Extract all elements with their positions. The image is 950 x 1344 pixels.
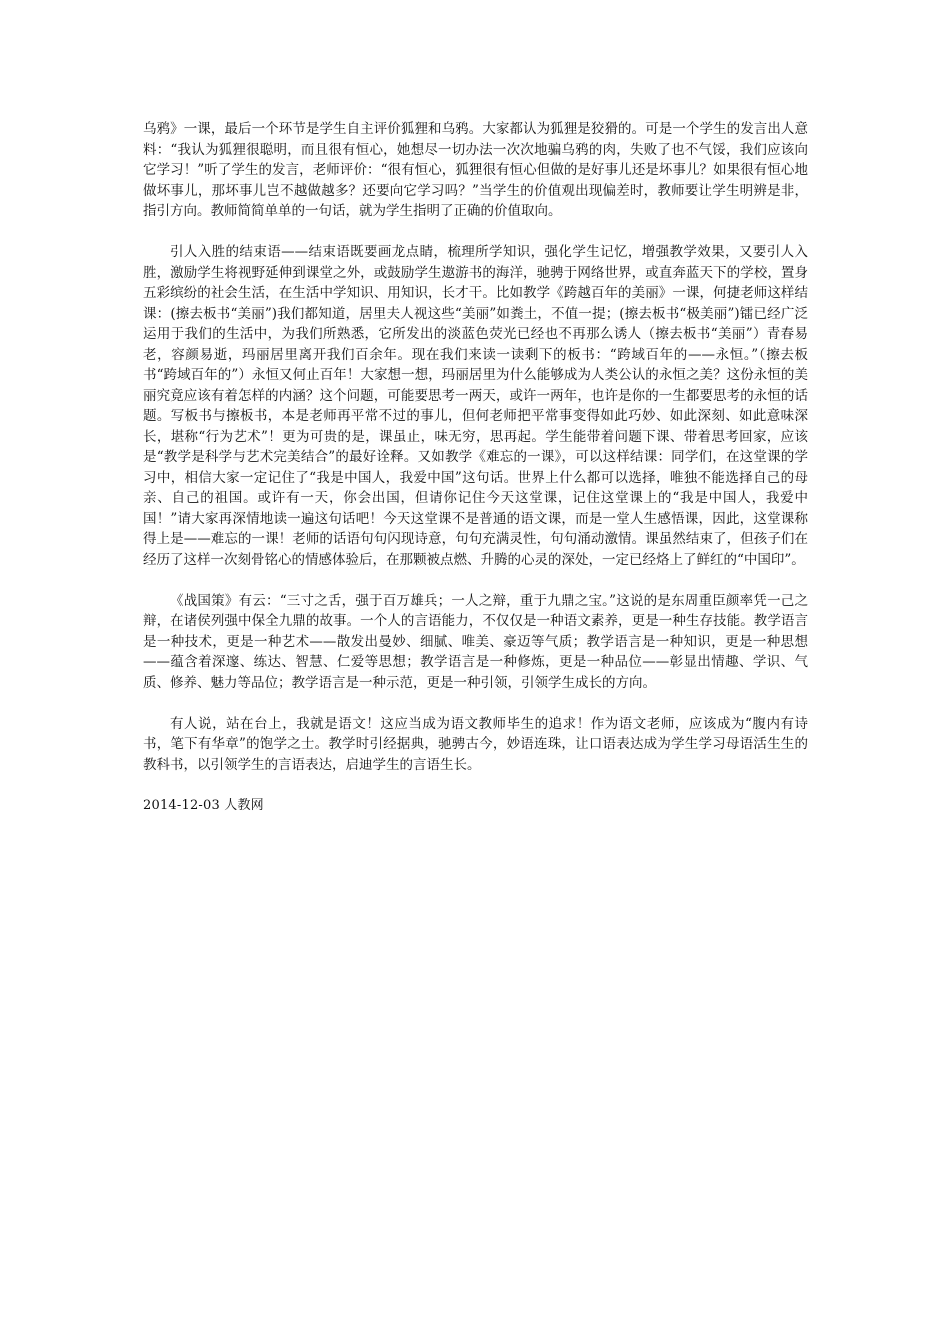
paragraph-2: 引人入胜的结束语——结束语既要画龙点睛，梳理所学知识，强化学生记忆，增强教学效果，又要引人入胜，激励学生将视野延伸到课堂之外，或鼓励学生遨游书的海洋，驰骋于网络世界，或直奔蓝天下的学校，置身五彩缤纷的社会生活，在生活中学知识、用知识，长才干。比如教学《跨越百年的美丽》一课，何捷老师这样结课：(擦去板书“美丽”)我们都知道，居里夫人视这些“美丽”如粪土，不值一提；(擦去板书“极美丽”)镭已经广泛运用于我们的生活中，为我们所熟悉，它所发出的淡蓝色荧光已经也不再那么诱人（擦去板书“美丽”）青春易老，容颜易逝，玛丽居里离开我们百余年。现在我们来读一读剩下的板书：“跨域百年的——永恒。”（擦去板书“跨域百年的”）永恒又何止百年！大家想一想，玛丽居里为什么能够成为人类公认的永恒之美？这份永恒的美丽究竟应该有着怎样的内涵？这个问题，可能要思考一两天，或许一两年，也许是你的一生都要思考的永恒的话题。写板书与擦板书，本是老师再平常不过的事儿，但何老师把平常事变得如此巧妙、如此深刻、如此意味深长，堪称“行为艺术”！更为可贵的是，课虽止，味无穷，思再起。学生能带着问题下课、带着思考回家，应该是“教学是科学与艺术完美结合”的最好诠释。又如教学《难忘的一课》，可以这样结课：同学们，在这堂课的学习中，相信大家一定记住了“我是中国人，我爱中国”这句话。世界上什么都可以选择，唯独不能选择自己的母亲、自己的祖国。或许有一天，你会出国，但请你记住今天这堂课，记住这堂课上的“我是中国人，我爱中国！”请大家再深情地读一遍这句话吧！今天这堂课不是普通的语文课，而是一堂人生感悟课，因此，这堂课称得上是——难忘的一课！老师的话语句句闪现诗意，句句充满灵性，句句涌动激情。课虽然结束了，但孩子们在经历了这样一次刻骨铭心的情感体验后，在那颗被点燃、升腾的心灵的深处，一定已经烙上了鲜红的“中国印”。 — [143, 244, 808, 568]
paragraph-1: 乌鸦》一课，最后一个环节是学生自主评价狐狸和乌鸦。大家都认为狐狸是狡猾的。可是一个学生的发言出人意料：“我认为狐狸很聪明，而且很有恒心，她想尽一切办法一次次地骗乌鸦的肉，失败了也不气馁，我们应该向它学习！”听了学生的发言，老师评价：“很有恒心，狐狸很有恒心但做的是好事儿还是坏事儿？如果很有恒心地做坏事儿，那坏事儿岂不越做越多？还要向它学习吗？”当学生的价值观出现偏差时，教师要让学生明辨是非，指引方向。教师简简单单的一句话，就为学生指明了正确的价值取向。 — [143, 121, 808, 219]
paragraph-3: 《战国策》有云：“三寸之舌，强于百万雄兵；一人之辩，重于九鼎之宝。”这说的是东周重臣颜率凭一己之辩，在诸侯列强中保全九鼎的故事。一个人的言语能力，不仅仅是一种语文素养，更是一种生存技能。教学语言是一种技术，更是一种艺术——散发出曼妙、细腻、唯美、豪迈等气质；教学语言是一种知识，更是一种思想——蕴含着深邃、练达、智慧、仁爱等思想；教学语言是一种修炼，更是一种品位——彰显出情趣、学识、气质、修养、魅力等品位；教学语言是一种示范，更是一种引领，引领学生成长的方向。 — [143, 592, 808, 691]
paragraph-4: 有人说，站在台上，我就是语文！这应当成为语文教师毕生的追求！作为语文老师，应该成为“腹内有诗书，笔下有华章”的饱学之士。教学时引经据典，驰骋古今，妙语连珠，让口语表达成为学生学习母语活生生的教科书，以引领学生的言语表达，启迪学生的言语生长。 — [143, 715, 808, 773]
document-body — [143, 119, 808, 816]
date-source-line: 2014-12-03 人教网 — [143, 797, 264, 813]
